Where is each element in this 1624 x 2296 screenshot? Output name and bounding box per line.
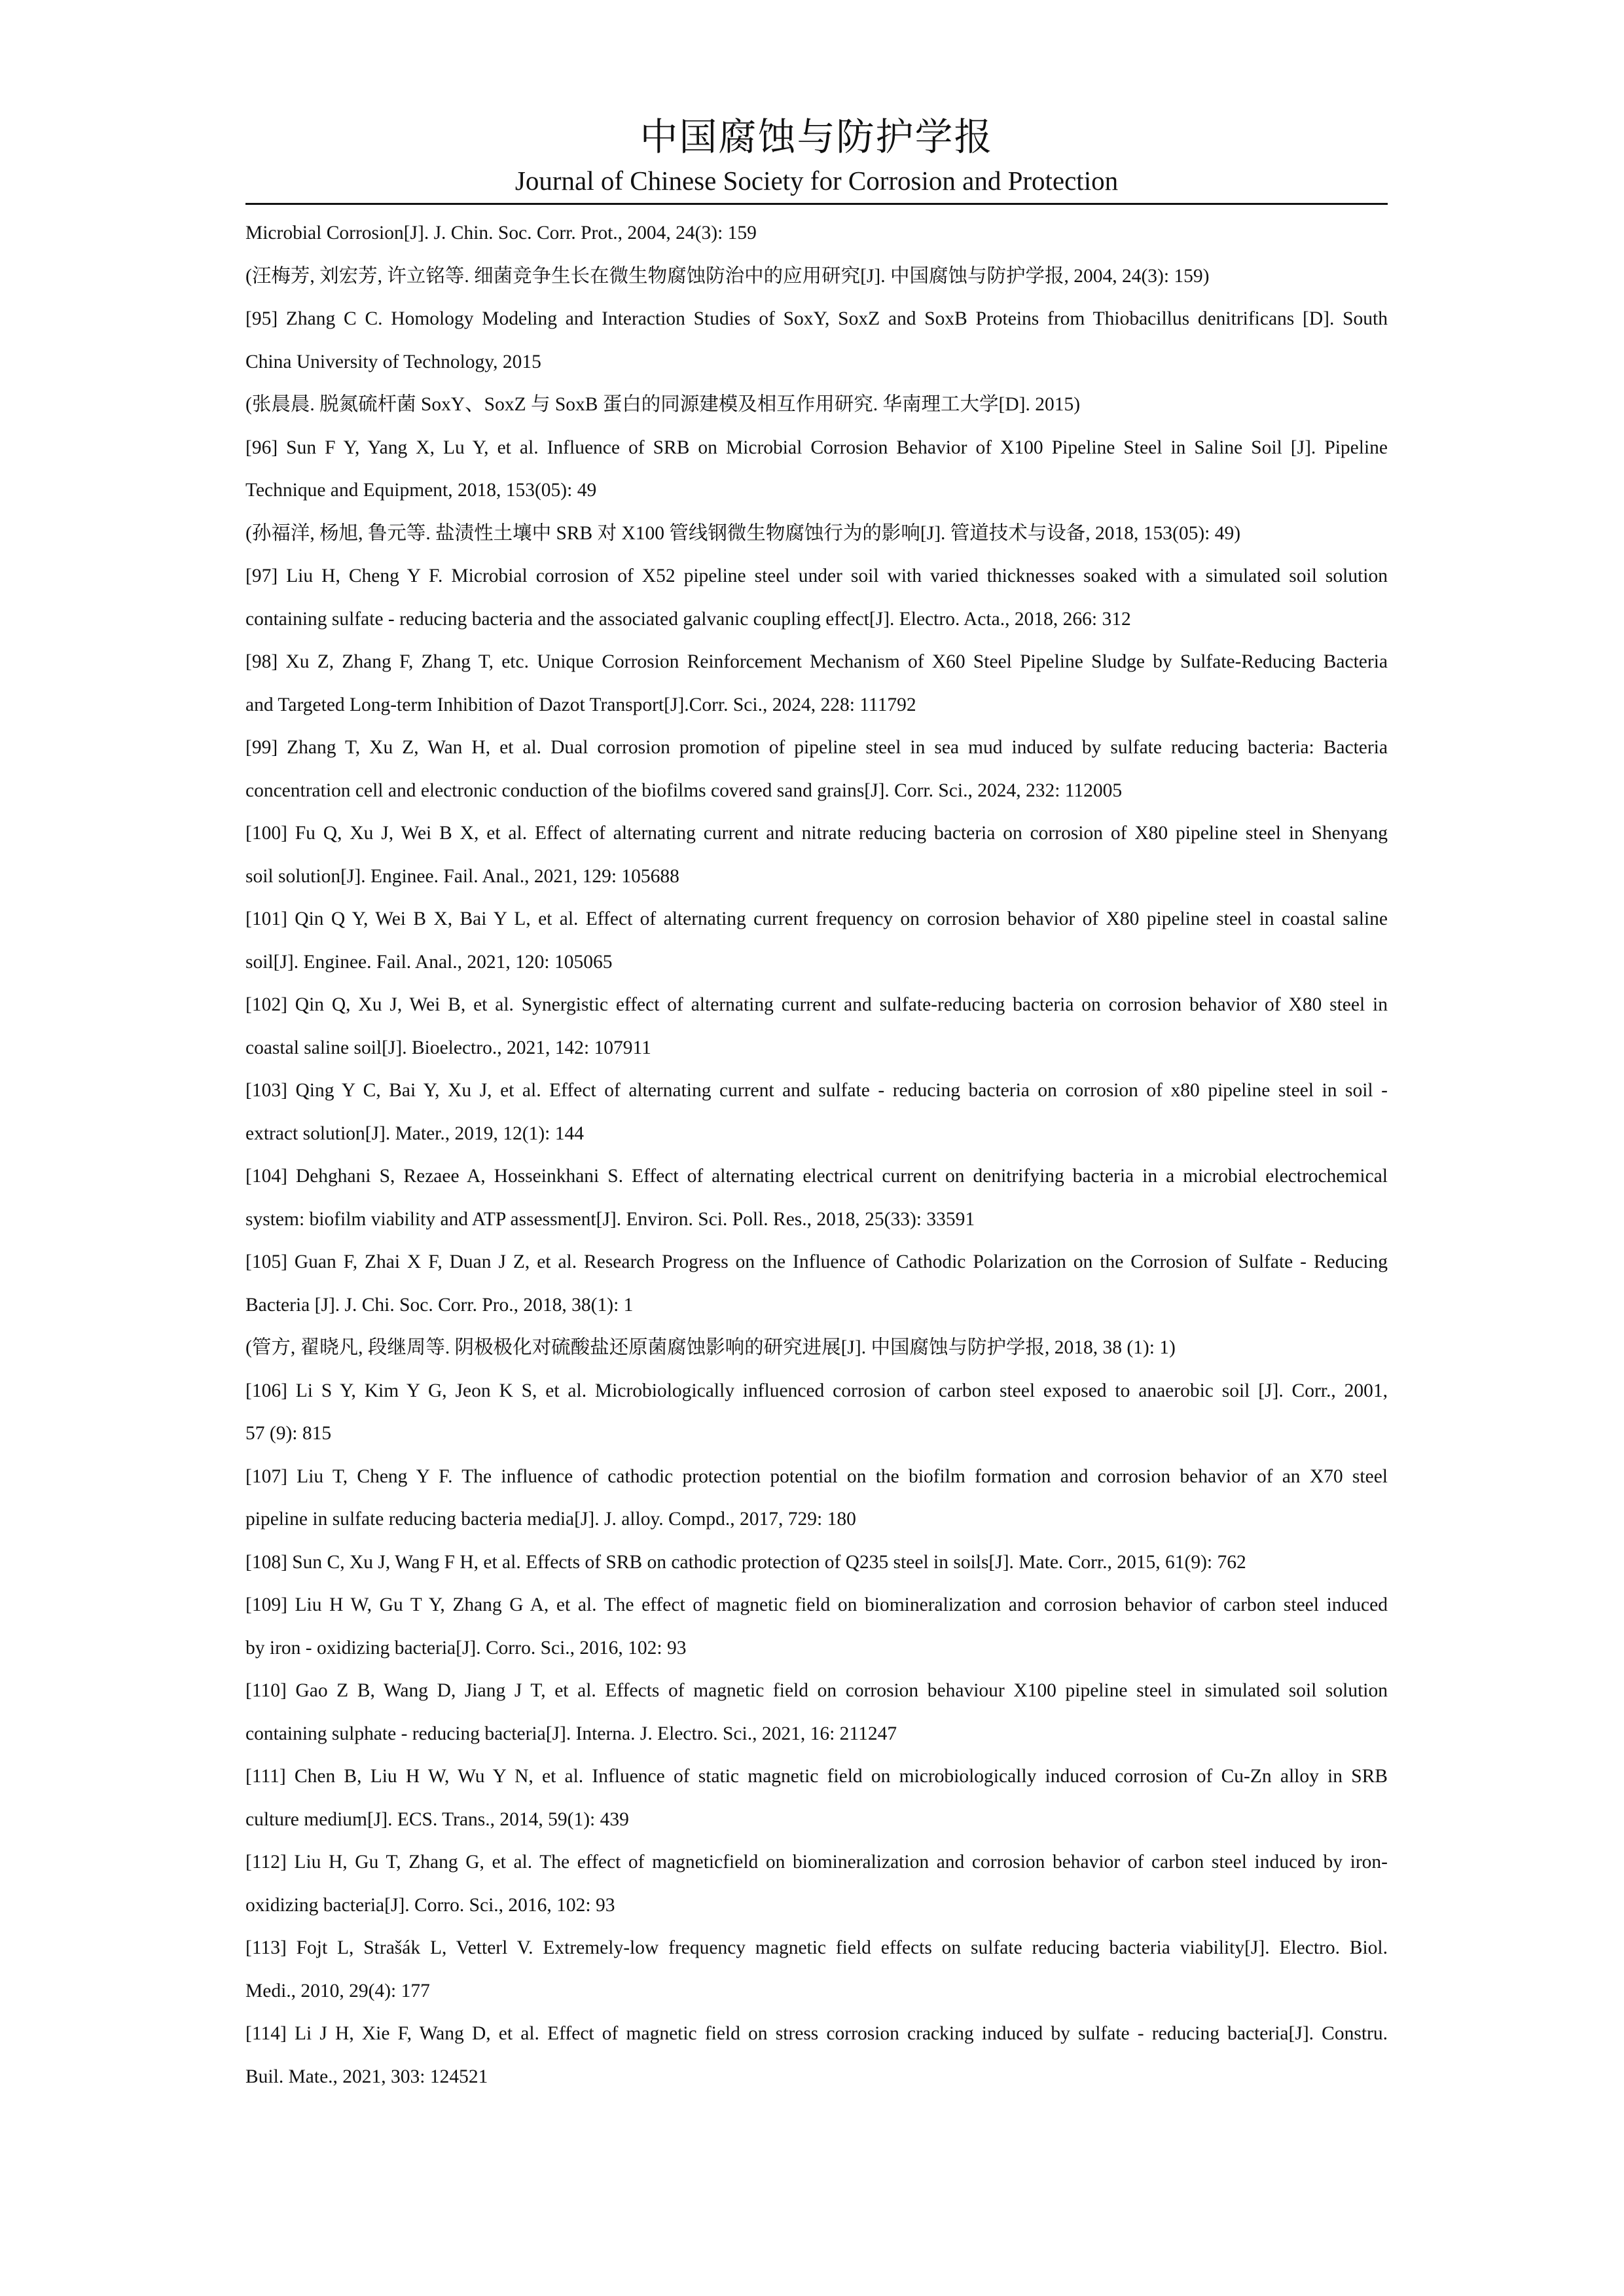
reference-entry	[245, 512, 1388, 556]
reference-line: [106] Li S Y, Kim Y G, Jeon K S, et al. Microbiologically influenced corrosion of carbon steel exposed to anaerobic soil [J]. Corr., 2001,	[245, 1380, 1388, 1401]
reference-line: [108] Sun C, Xu J, Wang F H, et al. Effects of SRB on cathodic protection of Q235 steel in soils[J]. Mate. Corr., 2015, 61(9): 762	[245, 1551, 1246, 1573]
reference-line: Technique and Equipment, 2018, 153(05): 49	[245, 480, 597, 501]
reference-line: coastal saline soil[J]. Bioelectro., 2021, 142: 107911	[245, 1037, 651, 1058]
reference-line: (张晨晨. 脱氮硫杆菌 SoxY、SoxZ 与 SoxB 蛋白的同源建模及相互作用研究. 华南理工大学[D]. 2015)	[245, 394, 1081, 415]
reference-entry	[245, 1541, 1388, 1585]
reference-entry	[245, 641, 1388, 726]
reference-line: [98] Xu Z, Zhang F, Zhang T, etc. Unique Corrosion Reinforcement Mechanism of X60 Steel Pipeline Sludge by Sulfate-Reducing Bacteria	[245, 651, 1388, 672]
reference-line: [111] Chen B, Liu H W, Wu Y N, et al. Influence of static magnetic field on microbiologically induced corrosion of Cu-Zn alloy in SRB	[245, 1766, 1388, 1787]
reference-entry	[245, 2013, 1388, 2098]
reference-line: (孙福洋, 杨旭, 鲁元等. 盐渍性土壤中 SRB 对 X100 管线钢微生物腐蚀行为的影响[J]. 管道技术与设备, 2018, 153(05): 49)	[245, 522, 1241, 544]
reference-line: Microbial Corrosion[J]. J. Chin. Soc. Corr. Prot., 2004, 24(3): 159	[245, 223, 757, 243]
reference-entry	[245, 1584, 1388, 1670]
reference-line: [97] Liu H, Cheng Y F. Microbial corrosion of X52 pipeline steel under soil with varied thicknesses soaked with a simulated soil solution	[245, 565, 1388, 586]
reference-entry	[245, 1155, 1388, 1241]
reference-line: [102] Qin Q, Xu J, Wei B, et al. Synergistic effect of alternating current and sulfate-reducing bacteria on corrosion behavior of X80 steel in	[245, 994, 1388, 1015]
reference-line: [104] Dehghani S, Rezaee A, Hosseinkhani S. Effect of alternating electrical current on denitrifying bacteria in a microbial electrochemical	[245, 1166, 1388, 1187]
reference-entry	[245, 255, 1388, 298]
reference-entry	[245, 812, 1388, 898]
reference-entry	[245, 1327, 1388, 1370]
reference-line: [96] Sun F Y, Yang X, Lu Y, et al. Influence of SRB on Microbial Corrosion Behavior of X100 Pipeline Steel in Saline Soil [J]. Pipeline	[245, 437, 1388, 458]
reference-line: oxidizing bacteria[J]. Corro. Sci., 2016, 102: 93	[245, 1894, 615, 1916]
reference-entry	[245, 898, 1388, 984]
reference-entry	[245, 726, 1388, 812]
reference-line: [113] Fojt L, Strašák L, Vetterl V. Extremely-low frequency magnetic field effects on sulfate reducing bacteria viability[J]. Electro. Biol.	[245, 1937, 1388, 1958]
reference-entry	[245, 1241, 1388, 1327]
reference-line: [100] Fu Q, Xu J, Wei B X, et al. Effect of alternating current and nitrate reducing bacteria on corrosion of X80 pipeline steel in Shenyang	[245, 823, 1388, 844]
reference-line: pipeline in sulfate reducing bacteria media[J]. J. alloy. Compd., 2017, 729: 180	[245, 1509, 856, 1530]
journal-title-english: Journal of Chinese Society for Corrosion and Protection	[514, 166, 1119, 196]
reference-entry	[245, 1670, 1388, 1755]
reference-entry	[245, 427, 1388, 512]
reference-entry	[245, 1456, 1388, 1541]
reference-line: system: biofilm viability and ATP assessment[J]. Environ. Sci. Poll. Res., 2018, 25(33): 33591	[245, 1208, 975, 1230]
reference-line: Buil. Mate., 2021, 303: 124521	[245, 2066, 488, 2087]
reference-line: Bacteria [J]. J. Chi. Soc. Corr. Pro., 2018, 38(1): 1	[245, 1294, 634, 1316]
reference-line: containing sulfate - reducing bacteria and the associated galvanic coupling effect[J]. Electro. Acta., 2018, 266: 312	[245, 608, 1131, 630]
reference-line: by iron - oxidizing bacteria[J]. Corro. Sci., 2016, 102: 93	[245, 1637, 687, 1659]
reference-line: soil[J]. Enginee. Fail. Anal., 2021, 120: 105065	[245, 951, 613, 973]
reference-line: [109] Liu H W, Gu T Y, Zhang G A, et al. The effect of magnetic field on biomineralization and corrosion behavior of carbon steel induced	[245, 1594, 1388, 1615]
reference-entry	[245, 984, 1388, 1069]
reference-line: [112] Liu H, Gu T, Zhang G, et al. The effect of magneticfield on biomineralization and corrosion behavior of carbon steel induced by iron-	[245, 1852, 1388, 1873]
page-header	[245, 111, 1388, 198]
reference-line: soil solution[J]. Enginee. Fail. Anal., 2021, 129: 105688	[245, 865, 679, 887]
reference-line: [105] Guan F, Zhai X F, Duan J Z, et al. Research Progress on the Influence of Cathodic Polarization on the Corrosion of Sulfate - Reducing	[245, 1251, 1388, 1272]
journal-title-chinese: 中国腐蚀与防护学报	[640, 116, 994, 158]
reference-entry	[245, 1755, 1388, 1841]
reference-entry	[245, 384, 1388, 427]
reference-line: [110] Gao Z B, Wang D, Jiang J T, et al. Effects of magnetic field on corrosion behaviour X100 pipeline steel in simulated soil solution	[245, 1680, 1388, 1701]
reference-line: [103] Qing Y C, Bai Y, Xu J, et al. Effect of alternating current and sulfate - reducing bacteria on corrosion of x80 pipeline steel in soil -	[245, 1080, 1388, 1101]
reference-entry	[245, 1841, 1388, 1927]
reference-line: China University of Technology, 2015	[245, 351, 541, 372]
reference-entry	[245, 1069, 1388, 1155]
reference-entry	[245, 555, 1388, 641]
reference-line: 57 (9): 815	[245, 1423, 332, 1444]
reference-line: (管方, 翟晓凡, 段继周等. 阴极极化对硫酸盐还原菌腐蚀影响的研究进展[J]. 中国腐蚀与防护学报, 2018, 38 (1): 1)	[245, 1337, 1176, 1358]
reference-line: [95] Zhang C C. Homology Modeling and Interaction Studies of SoxY, SoxZ and SoxB Proteins from Thiobacillus denitrificans [D]. South	[245, 308, 1388, 329]
reference-line: [101] Qin Q Y, Wei B X, Bai Y L, et al. Effect of alternating current frequency on corrosion behavior of X80 pipeline steel in coastal saline	[245, 908, 1388, 929]
reference-line: containing sulphate - reducing bacteria[J]. Interna. J. Electro. Sci., 2021, 16: 211247	[245, 1723, 897, 1744]
header-divider	[245, 203, 1388, 205]
reference-list	[245, 212, 1388, 2098]
reference-entry	[245, 212, 1388, 255]
reference-line: concentration cell and electronic conduction of the biofilms covered sand grains[J]. Corr. Sci., 2024, 232: 112005	[245, 780, 1123, 801]
reference-entry	[245, 298, 1388, 384]
reference-line: and Targeted Long-term Inhibition of Dazot Transport[J].Corr. Sci., 2024, 228: 111792	[245, 694, 916, 715]
reference-line: extract solution[J]. Mater., 2019, 12(1): 144	[245, 1122, 584, 1144]
reference-line: (汪梅芳, 刘宏芳, 许立铭等. 细菌竞争生长在微生物腐蚀防治中的应用研究[J]. 中国腐蚀与防护学报, 2004, 24(3): 159)	[245, 265, 1210, 287]
reference-line: [107] Liu T, Cheng Y F. The influence of cathodic protection potential on the biofilm formation and corrosion behavior of an X70 steel	[245, 1465, 1388, 1487]
reference-entry	[245, 1927, 1388, 2013]
reference-line: [99] Zhang T, Xu Z, Wan H, et al. Dual corrosion promotion of pipeline steel in sea mud induced by sulfate reducing bacteria: Bacteria	[245, 737, 1388, 758]
reference-line: Medi., 2010, 29(4): 177	[245, 1980, 430, 2001]
reference-line: [114] Li J H, Xie F, Wang D, et al. Effect of magnetic field on stress corrosion cracking induced by sulfate - reducing bacteria[J]. Constru.	[245, 2023, 1388, 2044]
reference-line: culture medium[J]. ECS. Trans., 2014, 59(1): 439	[245, 1808, 629, 1830]
reference-entry	[245, 1370, 1388, 1456]
